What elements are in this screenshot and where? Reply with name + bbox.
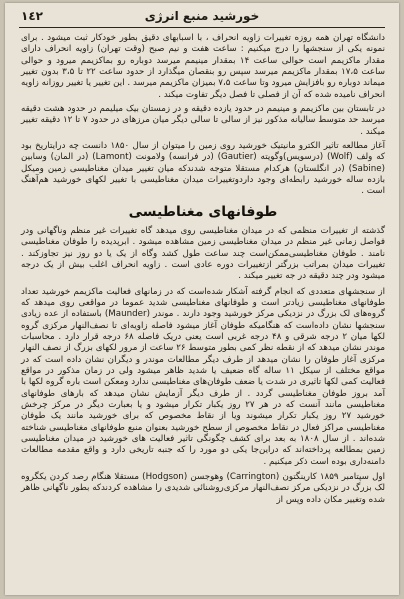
page-body: [21, 33, 385, 509]
paragraph: در تابستان بین ماکزیمم و مینیمم در حدود یازده دقیقه و در زمستان بیک میلیمم در حدود هشت دقیقه میرسد حد متوسط سالیانه مذکور نیز از سالی تا سالی دیگر میان مرزهای در حدود ۷ تا ۱۲ دقیقه تغییر میکند .: [21, 104, 385, 137]
running-title: خورشید منبع انرژی: [144, 9, 260, 23]
paragraph: اول سپتامبر ۱۸۵۹ کارینگتون (Carrington) وهوجسن (Hodgson) مستقلا هنگام رصد کردن یکگروه لک بزرگ در نزدیکی مرکز نصف‌النهار مرکزی‌روشنائی شدیدی را مشاهده کردندکه بطور ناگهانی ظاهر شده وتغییر مکان داده وپس از: [21, 472, 385, 505]
paragraph: از سنجشهای متعددی که انجام گرفته آشکار شده‌است که در زمانهای فعالیت ماکزیمم خورشید تعداد طوفانهای مغناطیسی زیادتر است و طوفانهای مغناطیسی شدید عموما در مواقعی روی میدهد که گروه‌های لک بزرگ در نزدیکی مرکز خورشید وجود دارند . موندر (Maunder) باستفاده از عده زیادی سنجشها نشان داده‌است که هنگامیکه طوفان آغاز میشود فاصله زاویه‌ای تا نصف‌النهار مرکزی گروه لکها میان ۲ درجه شرقی و ۴۸ درجه غربی است یعنی دریک فاصله ۶۸ درجه قرار دارد . محاسبات موندر نشان میدهد که از نقطه نظر کمی بطور متوسط ۲۶ ساعت از مرور لکهای بزرگ از نصف النهار مرکزی آغاز طوفان را نشان میدهد از طرف دیگر مطالعات موندر و دیگران نشان داده است که در مواقع مختلف از سیکل ۱۱ ساله گاه ضعیف یا شدید ظاهر میشود ولی در زمان مذکور در مواقع فعالیت کمی لکها تاثیری در شدت یا ضعف طوفان‌های مغناطیسی ندارد ومعکن است باره گروه لکها با آمد بروز طوفان مغناطیسی گردد . از طرف دیگر آزمایش نشان میدهد که بارهای طوفانهای مغناطیسی مانند آنست که در هر ۲۷ روز یکبار تکرار میشود و یا بعبارت دیگر در مرکز چرخش خورشید ۲۷ روز یکبار تکرار میشوند ویا از نقاط مخصوص که برای خورشید مانند یک طوفان مغناطیسی مراکز فعال در نقاط مخصوص از سطح خورشید بعنوان منبع طوفانهای مغناطیسی شناخته شده‌اند . از سال ۱۸۰۸ به بعد برای کشف چگونگی تاثیر فعالیت های خورشید در میدان مغناطیسی زمین بمطالعه پرداخته‌اند که دراین‌جا یکی دو مورد را که جنبه تاریخی دارد و واقع مقدمه مطالعات دامنه‌داری بوده است ذکر میکنیم .: [21, 286, 386, 467]
paragraph: دانشگاه تهران همه روزه تغییرات زاویه انحراف ، با اسبابهای دقیق بطور خودکار ثبت میشود . برای نمونه یکی از سنجشها را درج میکنیم : ساعت هفت و نیم صبح (وقت تهران) زاویه انحراف دارای مقدار ماکزیمم است حوالی ساعت ۱۴ بمقدار مینیمم میرسد دوباره رو بماکزیمم میرود و حوالی ساعت ۱۷،۵ بمقدار ماکزیمم میرسد سپس رو بنقصان میگذارد از حدود ساعت ۲۲ تا ۳،۵ بدون تغییر میماند دوباره رو بافزایش میرود وتا ساعت ۷،۵ بمیزان ماکزیمم میرسد . این تغییر یا تغییر روزانه زاویه انحراف نامیده شده که آن از فصلی تا فصل دیگر تفاوت میکند .: [21, 33, 385, 100]
page-number: ١٤٢: [21, 9, 43, 23]
header-divider: [19, 27, 385, 28]
section-heading: طوفانهای مغناطیسی: [128, 203, 278, 220]
paragraph: گذشته از تغییرات منظمی که در میدان مغناطیسی روی میدهد گاه تغییرات غیر منظم وناگهانی ودر فواصل زمانی غیر منظم در میدان مغناطیسی زمین مشاهده میشود . ابرپدیده را طوفان مغناطیسی نامند . طوفان مغناطیسی‌ممکن‌است چند ساعت طول کشد وگاه از یک یا دو روز نیز تجاوزکند . تغییرات میدان بمراتب بزرگتر ازتغییرات دوره عادی است . زاویه انحراف اغلب بیش از یک درجه میشود ودر چند دقیقه در جه تغییر میکند .: [21, 225, 385, 282]
book-page: [5, 3, 399, 595]
page-header: [19, 7, 385, 27]
paragraph: آغاز مطالعه تاثیر الکترو مانیتیک خورشید روی زمین را میتوان از سال ۱۸۵۰ دانست چه درایتاریخ بود که ولف (Wolf) (درسویس)وگویته (Gautier) (در فرانسه) ولامونت (Lamont) (در المان) وسابین (Sabine) (در انگلستان) هرکدام مستقلا متوجه شدندکه میان تغییر میدان مغناطیسی زمین ومیکل بازده ساله خورشید رابطه‌ای وجود داردوتغییرات میدان مغناطیسی با تغییر لکهای خورشید هم‌آهنگ است .: [21, 141, 386, 197]
